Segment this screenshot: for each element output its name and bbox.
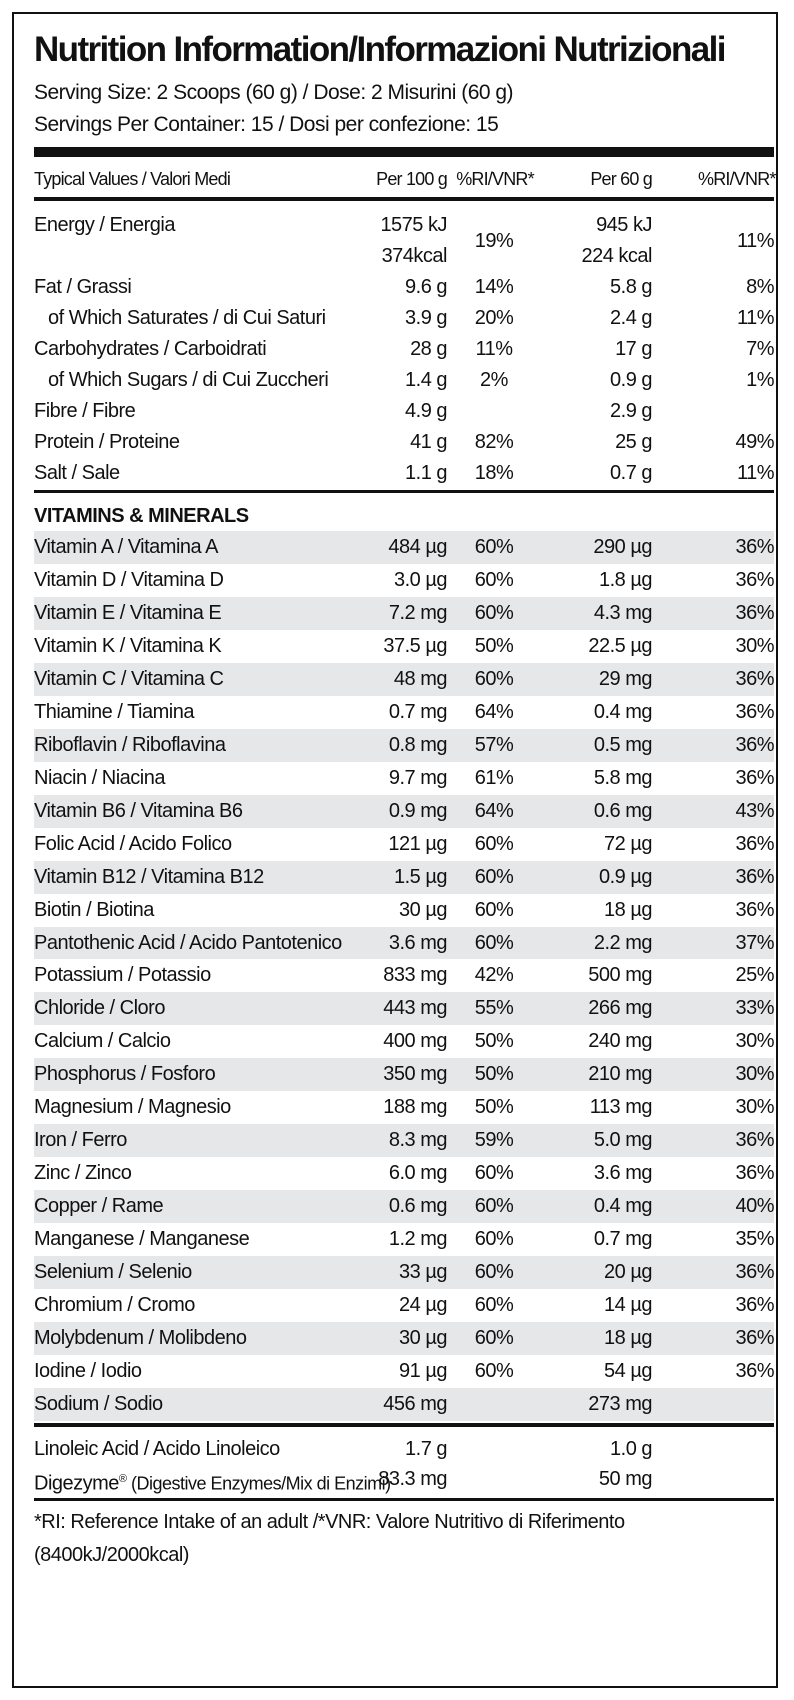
vitamin-row — [34, 1322, 774, 1355]
header-ri2: %RI/VNR* — [698, 169, 776, 189]
vitamin-row — [34, 828, 774, 861]
vitamin-ri2: 36% — [735, 1294, 774, 1317]
vitamin-ri2: 37% — [735, 931, 774, 954]
vitamin-per60: 5.8 mg — [593, 766, 652, 789]
extra-name-text: Digezyme — [34, 1472, 119, 1495]
macro-ri1: 20% — [474, 307, 514, 329]
macro-name: of Which Saturates / di Cui Saturi — [48, 307, 326, 329]
nutrition-panel — [12, 12, 778, 1688]
macro-per100: 3.9 g — [405, 307, 447, 329]
vitamin-name: Chloride / Cloro — [34, 997, 165, 1020]
macro-row — [34, 303, 774, 334]
vitamin-ri1: 60% — [474, 832, 514, 855]
extra-per60: 1.0 g — [610, 1438, 652, 1460]
vitamin-per60: 500 mg — [588, 964, 652, 987]
header-label: Typical Values / Valori Medi — [34, 169, 231, 189]
footnote-divider — [34, 1498, 774, 1501]
vitamin-name: Selenium / Selenio — [34, 1261, 192, 1284]
vitamin-per60: 3.6 mg — [593, 1162, 652, 1185]
macro-row — [34, 334, 774, 365]
vitamin-per100: 24 µg — [399, 1294, 447, 1317]
macro-ri1: 82% — [474, 431, 514, 453]
macro-ri1: 14% — [474, 276, 514, 298]
vitamin-per60: 0.5 mg — [593, 733, 652, 756]
vitamin-per60: 1.8 µg — [598, 568, 652, 591]
vitamin-row — [34, 1058, 774, 1091]
macro-per60: 25 g — [615, 431, 652, 453]
vitamin-ri1: 50% — [474, 1096, 514, 1119]
vitamin-per100: 1.2 mg — [388, 1228, 447, 1251]
vitamin-ri2: 36% — [735, 700, 774, 723]
header-per100: Per 100 g — [376, 169, 447, 189]
panel-title: Nutrition Information/Informazioni Nutrizionali — [34, 30, 725, 69]
vitamin-per100: 121 µg — [388, 832, 447, 855]
vitamin-ri1: 60% — [474, 568, 514, 591]
macro-ri2: 1% — [746, 369, 774, 391]
vitamin-ri1: 60% — [474, 931, 514, 954]
vitamin-ri1: 50% — [474, 634, 514, 657]
vitamin-per60: 0.9 µg — [598, 865, 652, 888]
vitamin-ri1: 60% — [474, 1327, 514, 1350]
vitamin-ri1: 60% — [474, 898, 514, 921]
vitamin-ri2: 30% — [735, 1030, 774, 1053]
vitamin-ri2: 36% — [735, 1162, 774, 1185]
vitamin-per60: 29 mg — [598, 667, 652, 690]
vitamin-per60: 72 µg — [604, 832, 652, 855]
macro-per60: 0.7 g — [610, 462, 652, 484]
vitamin-per60: 273 mg — [588, 1392, 652, 1415]
macro-row — [34, 272, 774, 303]
header-ri1: %RI/VNR* — [456, 169, 534, 189]
vitamin-ri2: 35% — [735, 1228, 774, 1251]
macro-ri1: 2% — [480, 369, 508, 391]
vitamin-name: Riboflavin / Riboflavina — [34, 733, 226, 756]
footnote-line1: *RI: Reference Intake of an adult /*VNR: Valore Nutritivo di Riferimento — [34, 1511, 625, 1533]
vitamin-name: Vitamin C / Vitamina C — [34, 667, 224, 690]
energy-ri2: 11% — [736, 230, 774, 252]
vitamin-ri2: 36% — [735, 766, 774, 789]
vitamin-per100: 484 µg — [388, 536, 447, 558]
macro-per100: 1.1 g — [405, 462, 447, 484]
vitamin-ri1: 60% — [474, 1261, 514, 1284]
vitamin-ri1: 60% — [474, 1360, 514, 1382]
vitamin-row — [34, 663, 774, 696]
vitamin-ri2: 36% — [735, 667, 774, 690]
header-divider — [34, 197, 774, 201]
vitamin-name: Sodium / Sodio — [34, 1392, 163, 1415]
vitamin-ri2: 40% — [735, 1195, 774, 1218]
vitamin-row — [34, 762, 774, 795]
vitamin-ri2: 43% — [735, 799, 774, 822]
vitamin-row — [34, 1388, 774, 1421]
energy-per60-kcal: 224 kcal — [581, 245, 652, 267]
vitamin-name: Vitamin A / Vitamina A — [34, 536, 218, 558]
energy-ri1: 19% — [474, 230, 514, 252]
vitamin-per60: 18 µg — [604, 898, 652, 921]
macro-per100: 4.9 g — [405, 400, 447, 422]
vitamin-per60: 20 µg — [604, 1261, 652, 1284]
vitamin-per100: 0.9 mg — [388, 799, 447, 822]
vitamin-row — [34, 1025, 774, 1058]
vitamin-name: Copper / Rame — [34, 1195, 164, 1218]
extra-name-text: Linoleic Acid / Acido Linoleico — [34, 1438, 280, 1460]
vitamin-per100: 30 µg — [399, 898, 447, 921]
vitamin-row — [34, 630, 774, 663]
energy-per100-kcal: 374kcal — [381, 245, 447, 267]
macro-per60: 0.9 g — [610, 369, 652, 391]
vitamin-per60: 4.3 mg — [593, 601, 652, 624]
vitamin-ri2: 30% — [735, 1063, 774, 1086]
vitamin-per60: 240 mg — [588, 1030, 652, 1053]
vitamin-name: Iodine / Iodio — [34, 1360, 142, 1382]
vitamin-per60: 0.4 mg — [593, 700, 652, 723]
extra-per100: 83.3 mg — [378, 1468, 447, 1490]
vitamin-ri1: 55% — [474, 997, 514, 1020]
vitamin-per100: 48 mg — [393, 667, 447, 690]
macro-per100: 41 g — [410, 431, 447, 453]
macro-ri1: 18% — [474, 462, 514, 484]
macro-name: Protein / Proteine — [34, 431, 180, 453]
vitamin-per60: 5.0 mg — [593, 1129, 652, 1152]
extra-per100: 1.7 g — [405, 1438, 447, 1460]
vitamin-row — [34, 894, 774, 927]
vitamin-ri1: 60% — [474, 601, 514, 624]
vitamin-per60: 0.6 mg — [593, 799, 652, 822]
vitamin-ri2: 36% — [735, 601, 774, 624]
vitamin-name: Vitamin E / Vitamina E — [34, 601, 222, 624]
vitamin-ri1: 60% — [474, 1195, 514, 1218]
vitamin-per60: 210 mg — [588, 1063, 652, 1086]
vitamin-ri1: 64% — [474, 700, 514, 723]
vitamin-row — [34, 564, 774, 597]
vitamin-name: Potassium / Potassio — [34, 964, 211, 987]
vitamin-ri1: 57% — [474, 733, 514, 756]
vitamin-row — [34, 1124, 774, 1157]
vitamin-name: Thiamine / Tiamina — [34, 700, 194, 723]
vitamin-row — [34, 927, 774, 960]
macro-name: Fat / Grassi — [34, 276, 132, 298]
vitamin-name: Folic Acid / Acido Folico — [34, 832, 232, 855]
vitamin-per100: 443 mg — [383, 997, 447, 1020]
vitamin-ri1: 60% — [474, 1228, 514, 1251]
vitamin-per60: 290 µg — [593, 536, 652, 558]
vitamin-per100: 9.7 mg — [388, 766, 447, 789]
vitamin-per100: 37.5 µg — [383, 634, 447, 657]
registered-mark: ® — [118, 1473, 127, 1485]
vitamin-per100: 91 µg — [399, 1360, 447, 1382]
vitamin-per60: 54 µg — [604, 1360, 652, 1382]
vitamin-per100: 30 µg — [399, 1327, 447, 1350]
vitamin-per100: 0.6 mg — [388, 1195, 447, 1218]
vitamin-row — [34, 531, 774, 564]
vitamin-per60: 113 mg — [589, 1096, 652, 1119]
macro-name: Salt / Sale — [34, 462, 120, 484]
serving-size: Serving Size: 2 Scoops (60 g) / Dose: 2 Misurini (60 g) — [34, 81, 514, 104]
macro-per60: 2.4 g — [610, 307, 652, 329]
energy-per100-kj: 1575 kJ — [380, 214, 447, 236]
macro-per60: 17 g — [615, 338, 652, 360]
vitamin-ri2: 36% — [735, 1261, 774, 1284]
vitamin-name: Pantothenic Acid / Acido Pantotenico — [34, 931, 342, 954]
vitamin-row — [34, 729, 774, 762]
vitamin-row — [34, 1289, 774, 1322]
vitamins-title: VITAMINS & MINERALS — [34, 505, 249, 527]
vitamin-ri1: 61% — [474, 766, 514, 789]
vitamin-ri1: 64% — [474, 799, 514, 822]
vitamin-name: Molybdenum / Molibdeno — [34, 1327, 247, 1350]
footnote — [34, 1506, 774, 1572]
vitamin-name: Vitamin B6 / Vitamina B6 — [34, 799, 243, 822]
vitamin-ri1: 50% — [474, 1030, 514, 1053]
macro-ri2: 7% — [746, 338, 774, 360]
macro-ri2: 49% — [735, 431, 774, 453]
vitamin-row — [34, 861, 774, 894]
vitamin-row — [34, 1223, 774, 1256]
macro-row — [34, 365, 774, 396]
vitamin-per100: 833 mg — [383, 964, 447, 987]
macro-per60: 2.9 g — [610, 400, 652, 422]
vitamin-name: Phosphorus / Fosforo — [34, 1063, 216, 1086]
extra-row — [34, 1434, 774, 1464]
header-per60: Per 60 g — [590, 169, 652, 189]
macro-ri2: 11% — [736, 462, 774, 484]
vitamin-per100: 0.7 mg — [388, 700, 447, 723]
vitamin-name: Zinc / Zinco — [34, 1162, 132, 1185]
vitamin-per100: 0.8 mg — [388, 733, 447, 756]
vitamin-row — [34, 1091, 774, 1124]
vitamin-per100: 400 mg — [383, 1030, 447, 1053]
vitamin-ri1: 59% — [474, 1129, 514, 1152]
vitamin-per60: 22.5 µg — [588, 634, 652, 657]
vitamin-row — [34, 1355, 774, 1388]
vitamin-ri2: 36% — [735, 733, 774, 756]
thick-divider — [34, 147, 774, 157]
vitamin-row — [34, 795, 774, 828]
vitamin-name: Calcium / Calcio — [34, 1030, 171, 1053]
vitamin-ri2: 30% — [735, 634, 774, 657]
vitamin-ri2: 30% — [735, 1096, 774, 1119]
extra-name-rest: (Digestive Enzymes/Mix di Enzimi) — [126, 1473, 391, 1494]
vitamin-ri2: 36% — [735, 832, 774, 855]
vitamin-ri2: 36% — [735, 536, 774, 558]
macro-ri1: 11% — [475, 338, 513, 360]
vitamin-ri2: 36% — [735, 898, 774, 921]
macro-ri2: 11% — [736, 307, 774, 329]
vitamin-per60: 266 mg — [588, 997, 652, 1020]
vitamin-per100: 188 mg — [383, 1096, 447, 1119]
vitamin-per100: 3.6 mg — [388, 931, 447, 954]
macros-divider — [34, 490, 774, 493]
macro-per100: 28 g — [410, 338, 447, 360]
vitamin-name: Magnesium / Magnesio — [34, 1096, 231, 1119]
vitamin-per100: 456 mg — [383, 1392, 447, 1415]
vitamin-per100: 6.0 mg — [388, 1162, 447, 1185]
vitamin-ri2: 36% — [735, 1327, 774, 1350]
extra-name — [34, 1464, 391, 1499]
extra-name — [34, 1434, 280, 1464]
vitamin-ri2: 36% — [735, 1360, 774, 1382]
macro-name: Carbohydrates / Carboidrati — [34, 338, 267, 360]
vitamin-per100: 8.3 mg — [388, 1129, 447, 1152]
macro-row — [34, 427, 774, 458]
vitamin-per60: 0.7 mg — [593, 1228, 652, 1251]
vitamin-ri1: 60% — [474, 667, 514, 690]
vitamin-row — [34, 1190, 774, 1223]
vitamin-row — [34, 992, 774, 1025]
vitamin-ri2: 33% — [735, 997, 774, 1020]
extra-per60: 50 mg — [598, 1468, 652, 1490]
vitamin-row — [34, 696, 774, 729]
vitamin-name: Chromium / Cromo — [34, 1294, 195, 1317]
vitamin-name: Iron / Ferro — [34, 1129, 127, 1152]
footnote-line2: (8400kJ/2000kcal) — [34, 1544, 189, 1566]
macro-row — [34, 396, 774, 427]
vitamin-row — [34, 1157, 774, 1190]
vitamin-ri1: 60% — [474, 865, 514, 888]
vitamin-name: Niacin / Niacina — [34, 766, 165, 789]
vitamin-per60: 2.2 mg — [593, 931, 652, 954]
macro-name: Fibre / Fibre — [34, 400, 136, 422]
energy-per60-kj: 945 kJ — [596, 214, 652, 236]
energy-name: Energy / Energia — [34, 214, 175, 236]
vitamins-divider — [34, 1423, 774, 1427]
vitamin-per100: 350 mg — [383, 1063, 447, 1086]
vitamin-per100: 33 µg — [399, 1261, 447, 1284]
vitamin-per100: 7.2 mg — [388, 601, 447, 624]
macro-per100: 1.4 g — [405, 369, 447, 391]
vitamin-row — [34, 959, 774, 992]
vitamin-ri1: 60% — [474, 1162, 514, 1185]
macro-per100: 9.6 g — [405, 276, 447, 298]
vitamin-ri1: 60% — [474, 536, 514, 558]
extra-row — [34, 1464, 774, 1494]
vitamin-per100: 1.5 µg — [393, 865, 447, 888]
macro-ri2: 8% — [746, 276, 774, 298]
vitamin-name: Biotin / Biotina — [34, 898, 154, 921]
vitamin-per60: 14 µg — [604, 1294, 652, 1317]
vitamin-per60: 18 µg — [604, 1327, 652, 1350]
vitamin-per100: 3.0 µg — [393, 568, 447, 591]
vitamin-name: Vitamin B12 / Vitamina B12 — [34, 865, 264, 888]
vitamin-ri2: 36% — [735, 1129, 774, 1152]
macro-name: of Which Sugars / di Cui Zuccheri — [48, 369, 329, 391]
vitamin-ri1: 50% — [474, 1063, 514, 1086]
vitamin-row — [34, 597, 774, 630]
vitamin-name: Vitamin K / Vitamina K — [34, 634, 222, 657]
column-header-row — [34, 164, 774, 194]
servings-per-container: Servings Per Container: 15 / Dosi per confezione: 15 — [34, 113, 499, 136]
macro-per60: 5.8 g — [610, 276, 652, 298]
energy-row — [34, 210, 774, 272]
vitamin-name: Manganese / Manganese — [34, 1228, 250, 1251]
vitamin-ri1: 60% — [474, 1294, 514, 1317]
vitamin-name: Vitamin D / Vitamina D — [34, 568, 224, 591]
vitamin-ri2: 36% — [735, 865, 774, 888]
macro-row — [34, 458, 774, 489]
vitamin-ri2: 25% — [735, 964, 774, 987]
vitamin-per60: 0.4 mg — [593, 1195, 652, 1218]
vitamin-ri1: 42% — [474, 964, 514, 987]
vitamin-row — [34, 1256, 774, 1289]
vitamin-ri2: 36% — [735, 568, 774, 591]
